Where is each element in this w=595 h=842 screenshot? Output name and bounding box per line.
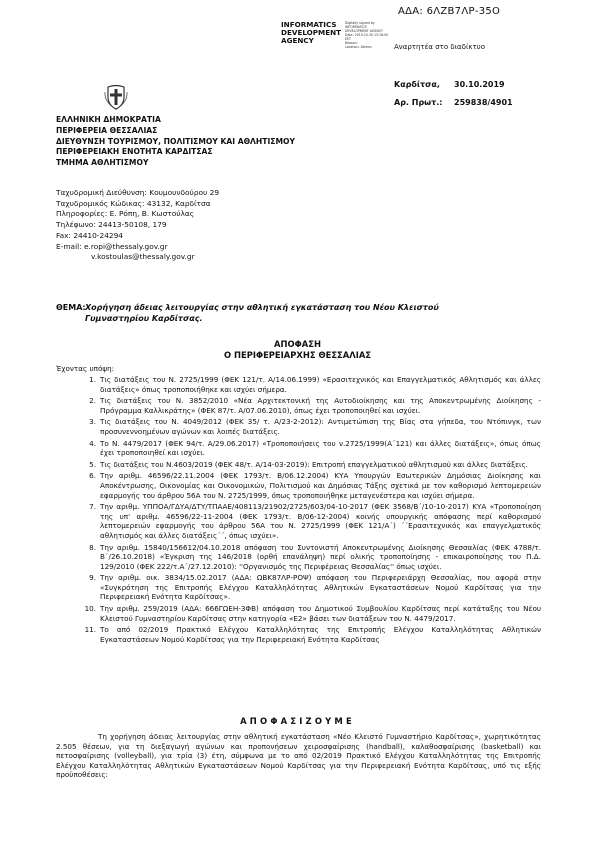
- signature-agency-name: [281, 21, 343, 45]
- subject: [56, 302, 536, 324]
- place-date: [394, 80, 505, 89]
- contact-line: Ταχυδρομικός Κώδικας: 43132, Καρδίτσα: [56, 198, 211, 208]
- list-item: [56, 573, 541, 602]
- list-item: [56, 543, 541, 572]
- protocol-number: [394, 98, 513, 107]
- authority-line: ΕΛΛΗΝΙΚΗ ΔΗΜΟΚΡΑΤΙΑ: [56, 115, 161, 124]
- item-number: 3.: [89, 417, 96, 427]
- signature-line: INFORMATICS: [345, 25, 367, 29]
- item-number: 7.: [89, 502, 96, 512]
- item-text: Την αριθμ. οικ. 3834/15.02.2017 (ΑΔΑ: ΩΒΚ87ΛΡ-ΡΟΨ) απόφαση του Περιφερειάρχη Θεσσαλίας, που αφορά στην «Συγκρότηση της Επιτροπής Ελέγχου Καταλληλότητας Αθλητικών Εγκαταστάσεων Νομού Καρδίτσας για την Περιφερειακή Ενότητα Καρδίτσας».: [100, 573, 541, 602]
- date-value: 30.10.2019: [454, 80, 505, 89]
- issuing-authority: [56, 115, 295, 169]
- place-label: Καρδίτσα,: [394, 80, 440, 89]
- list-item: [56, 502, 541, 540]
- email-line[interactable]: E-mail: e.ropi@thessaly.gov.gr: [56, 241, 168, 251]
- item-text: Το από 02/2019 Πρακτικό Ελέγχου Καταλληλότητας της Επιτροπής Ελέγχου Καταλληλότητας Αθλητικών Εγκαταστάσεων Νομού Καρδίτσας για την Περιφερειακή Ενότητα Καρδίτσας: [100, 625, 541, 644]
- decision-heading: ΑΠΟΦΑΣΗ: [274, 339, 321, 349]
- legal-basis-list: [56, 375, 541, 646]
- item-number: 1.: [89, 375, 96, 384]
- ada-code: ΑΔΑ: 6ΛΖΒ7ΛΡ-35Ο: [398, 6, 501, 17]
- item-text: Την αριθμ. 15840/156612/04.10.2018 απόφαση του Συντονιστή Αποκεντρωμένης Διοίκησης Θεσσαλίας (ΦΕΚ 4788/τ. Β΄/26.10.2018) «Έγκριση της 146/2018 (ορθή επανάληψη) περί ολικής τροποποίησης - επικαιροποίησης του Π.Δ. 129/2010 (ΦΕΚ 222/τ.Α΄/27.12.2010): ''Οργανισμός της Περιφέρειας Θεσσαλίας'' όπως ισχύει.: [100, 542, 541, 571]
- list-item: [56, 375, 541, 394]
- list-item: [56, 604, 541, 623]
- signature-line: Date: 2019.10.30 13:16:00: [345, 33, 389, 37]
- authority-line: ΤΜΗΜΑ ΑΘΛΗΤΙΣΜΟΥ: [56, 158, 149, 168]
- item-text: Τις διατάξεις του Ν.4603/2019 (ΦΕΚ 48/τ. Α/14-03-2019): Επιτροπή επαγγελματικού αθλητισμού και άλλες διατάξεις.: [100, 459, 528, 469]
- signature-line: Location: Athens: [345, 45, 372, 49]
- authority-line: ΠΕΡΙΦΕΡΕΙΑ ΘΕΣΣΑΛΙΑΣ: [56, 125, 158, 135]
- item-text: Τις διατάξεις του Ν. 4049/2012 (ΦΕΚ 35/ τ. Α/23-2-2012): Αντιμετώπιση της Βίας στα γήπεδα, του Ντόπινγκ, των προσυνεννοημένων αγώνων και λοιπές διατάξεις.: [100, 417, 541, 436]
- subject-label: ΘΕΜΑ:: [56, 303, 86, 312]
- subject-text: Γυμναστηρίου Καρδίτσας.: [85, 314, 203, 323]
- item-text: Την αριθμ. 46596/22.11.2004 (ΦΕΚ 1793/τ. Β/06.12.2004) ΚΥΑ Υπουργών Εσωτερικών Δημόσιας Διοίκησης και Αποκέντρωσης, Οικονομίας και Οικονομικών, Πολιτισμού και Δημόσιας Τάξης σχετικά με τον καθορισμό λεπτομερειών εφαρμογής του άρθρου 56Α του Ν. 2725/1999, όπως τροποποιήθηκε μεταγενέστερα και ισχύει σήμερα.: [100, 471, 541, 500]
- item-number: 4.: [89, 438, 96, 448]
- signature-line: DEVELOPMENT AGENCY: [345, 29, 383, 33]
- contact-line: Πληροφορίες: Ε. Ρόπη, Β. Κωστούλας: [56, 209, 195, 219]
- greek-emblem-icon: [104, 84, 128, 110]
- decide-title: ΑΠΟΦΑΣΙΖΟΥΜΕ: [240, 716, 355, 726]
- agency-line: AGENCY: [281, 36, 314, 45]
- item-number: 9.: [89, 573, 96, 583]
- decision-title: [0, 339, 595, 361]
- decision-paragraph: Τη χορήγηση άδειας λειτουργίας στην αθλητική εγκατάσταση «Νέο Κλειστό Γυμναστήριο Καρδίτσας», χωρητικότητας 2.505 θέσεων, για τη διεξαγωγή αγώνων και προπονήσεων χειροσφαίρισης (handball), καλαθοσφαίρισης (basketball) και πετοσφαίρισης (volleyball), για τρία (3) έτη, σύμφωνα με το από 02/2019 Πρακτικό Ελέγχου Καταλληλότητας της Επιτροπής Ελέγχου Καταλληλότητας Αθλητικών Εγκαταστάσεων Νομού Καρδίτσας για την Περιφερειακή Ενότητα Καρδίτσας, υπό τις εξής προϋποθέσεις:: [56, 732, 541, 780]
- authority-line: ΔΙΕΥΘΥΝΣΗ ΤΟΥΡΙΣΜΟΥ, ΠΟΛΙΤΙΣΜΟΥ ΚΑΙ ΑΘΛΗΤΙΣΜΟΥ: [56, 136, 295, 146]
- signature-line: EET: [345, 37, 351, 41]
- publish-note: Αναρτητέα στο διαδίκτυο: [394, 43, 485, 51]
- signature-line: Digitally signed by: [345, 21, 375, 25]
- list-item: [56, 396, 541, 415]
- item-number: 8.: [89, 542, 96, 552]
- subject-text: Χορήγηση άδειας λειτουργίας στην αθλητική εγκατάσταση του Νέου Κλειστού: [85, 303, 439, 312]
- item-number: 5.: [89, 459, 96, 469]
- protocol-label: Αρ. Πρωτ.:: [394, 98, 443, 107]
- item-text: Τις διατάξεις του Ν. 3852/2010 «Νέα Αρχιτεκτονική της Αυτοδιοίκησης και της Αποκεντρωμένης Διοίκησης - Πρόγραμμα Καλλικράτης» (ΦΕΚ 87/τ. Α/07.06.2010), όπως έχει τροποποιηθεί και ισχύει.: [100, 396, 541, 415]
- contact-line: Ταχυδρομική Διεύθυνση: Κουμουνδούρου 29: [56, 188, 220, 197]
- item-number: 11.: [84, 625, 96, 635]
- list-item: [56, 417, 541, 436]
- item-text: Την αριθμ. ΥΠΠΟΑ/ΓΔΥΑ/ΔΤΥ/ΤΠΑΑΕ/408113/21902/2725/603/04-10-2017 (ΦΕΚ 3568/Β΄/10-10-2017) ΚΥΑ «Τροποποίηση της υπ' αριθμ. 46596/22-11-2004 (ΦΕΚ 1793/τ. Β/06-12-2004) κοινής υπουργικής απόφασης περί καθορισμού λεπτομερειών εφαρμογής του άρθρου 56Α του Ν. 2725/1999 (ΦΕΚ 121/Α΄) ΄΄Ερασιτεχνικός και επαγγελματικός αθλητισμός και άλλες διατάξεις΄΄, όπως ισχύει».: [100, 502, 541, 540]
- list-item: [56, 471, 541, 500]
- protocol-value: 259838/4901: [454, 98, 513, 107]
- authority-line: ΠΕΡΙΦΕΡΕΙΑΚΗ ΕΝΟΤΗΤΑ ΚΑΡΔΙΤΣΑΣ: [56, 147, 213, 157]
- item-text: Τις διατάξεις του Ν. 2725/1999 (ΦΕΚ 121/τ. Α/14.06.1999) «Ερασιτεχνικός και Επαγγελματικός Αθλητισμός και άλλες διατάξεις» όπως τροποποιήθηκε και ισχύει σήμερα.: [100, 375, 541, 394]
- agency-line: INFORMATICS: [281, 20, 337, 29]
- item-text: Την αριθμ. 259/2019 (ΑΔΑ: 666ΓΩΕΗ-3ΦΒ) απόφαση του Δημοτικού Συμβουλίου Καρδίτσας περί κατάταξης του Νέου Κλειστού Γυμναστηρίου Καρδίτσας στην κατηγορία «Ε2» βάσει των διατάξεων του Ν. 4479/2017.: [100, 604, 541, 623]
- contact-line: Τηλέφωνο: 24413-50108, 179: [56, 220, 167, 230]
- contact-details: [56, 188, 219, 263]
- item-number: 10.: [84, 604, 96, 614]
- email-line[interactable]: v.kostoulas@thessaly.gov.gr: [91, 252, 195, 262]
- list-item: [56, 625, 541, 644]
- signature-line: Reason:: [345, 41, 358, 45]
- digital-signature-details: [345, 21, 400, 49]
- list-item: [56, 460, 541, 470]
- item-number: 6.: [89, 471, 96, 481]
- having-label: Έχοντας υπόψη:: [56, 364, 115, 373]
- item-text: Το Ν. 4479/2017 (ΦΕΚ 94/τ. Α/29.06.2017) «Τροποποιήσεις του ν.2725/1999(Α΄121) και άλλες διατάξεις», όπως όπως έχει τροποποιηθεί και ισχύει.: [100, 438, 541, 458]
- decision-authority: Ο ΠΕΡΙΦΕΡΕΙΑΡΧΗΣ ΘΕΣΣΑΛΙΑΣ: [223, 350, 372, 360]
- item-number: 2.: [89, 396, 96, 406]
- agency-line: DEVELOPMENT: [281, 28, 342, 37]
- contact-line: Fax: 24410-24294: [56, 230, 124, 240]
- list-item: [56, 439, 541, 458]
